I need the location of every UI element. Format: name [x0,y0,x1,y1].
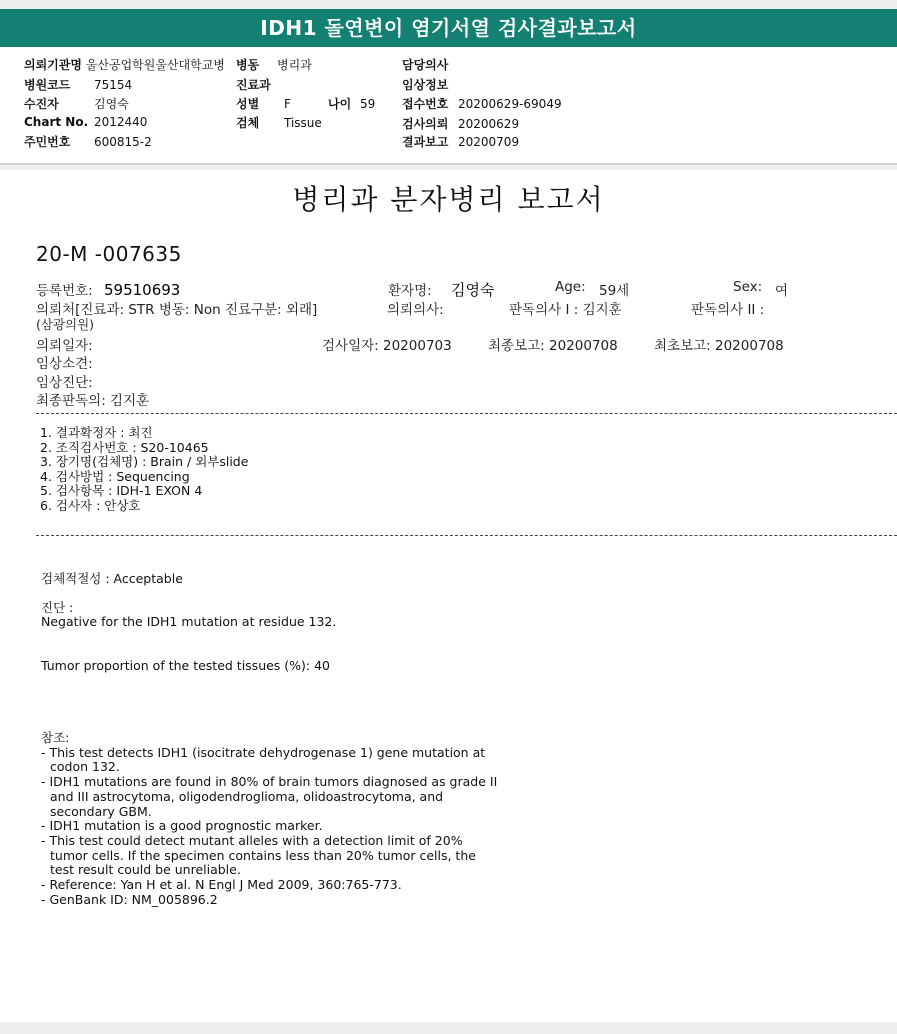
patient-field [24,95,129,112]
specimen-value: Tissue [284,116,322,130]
resident-no-field [24,133,152,150]
request-date-field [402,115,519,132]
reference-line: - IDH1 mutations are found in 80% of brain tumors diagnosed as grade II [41,774,498,790]
tumor-proportion: Tumor proportion of the tested tissues (%): 40 [41,658,331,673]
doctor-field [402,56,448,73]
referrer-doctor: 의뢰의사: [387,302,444,318]
list-item: 3. 장기명(검체명) : Brain / 외부slide [40,454,249,470]
clinical-info-label: 임상정보 [402,78,449,92]
report-date-value: 20200709 [458,135,520,149]
specimen-adequacy: 검체적절성 : Acceptable [41,571,183,586]
resident-no-value: 600815-2 [94,135,152,149]
diagnosis-text: Negative for the IDH1 mutation at residue 132. [41,614,337,629]
referrer-clinic: (삼광의원) [36,317,95,332]
clinical-info-field [402,76,448,93]
sex-field [236,95,291,112]
reference-line: - Reference: Yan H et al. N Engl J Med 2009, 360:765-773. [41,877,402,893]
divider-top [36,413,897,414]
report-header-title: IDH1 돌연변이 염기서열 검사결과보고서 [0,9,897,47]
hospital-code-label: 병원코드 [24,78,71,92]
age-field [328,95,375,112]
case-number: 20-M -007635 [36,242,182,266]
patient-info-panel [0,47,897,165]
sex-label: 성별 [236,97,260,111]
institution-label: 의뢰기관명 [24,58,82,72]
specimen-label: 검체 [236,116,260,130]
final-report-date: 최종보고: 20200708 [488,338,618,354]
final-pathologist: 최종판독의: 김지훈 [36,393,150,409]
receipt-no-label: 접수번호 [402,97,449,111]
list-item: 6. 검사자 : 안상호 [40,497,141,513]
diagnosis-label: 진단 : [41,600,74,615]
age-label: 나이 [328,97,352,111]
chart-no-value: 2012440 [94,115,148,129]
first-report-date: 최초보고: 20200708 [654,338,784,354]
pathologist-2: 판독의사 II : [691,302,765,318]
request-date-report: 의뢰일자: [36,338,93,354]
list-item: 2. 조직검사번호 : S20-10465 [40,439,209,455]
sex-value: F [284,97,291,111]
institution-value: 울산공업학원울산대학교병 [85,58,225,72]
exam-items-list [40,426,248,514]
hospital-code-field [24,76,132,93]
ward-value: 병리과 [277,58,312,72]
patient-name: 김영숙 [451,281,495,299]
clinical-findings: 임상소견: [36,356,93,372]
resident-no-label: 주민번호 [24,135,71,149]
report-date-label: 결과보고 [402,135,449,149]
reference-line: - This test detects IDH1 (isocitrate dehydrogenase 1) gene mutation at [41,744,486,760]
patient-name-label: 환자명: [388,283,432,299]
reference-line: secondary GBM. [50,803,152,819]
patient-label: 수진자 [24,97,59,111]
references-list [41,746,497,908]
chart-no-field [24,115,147,129]
receipt-no-field [402,95,562,112]
list-item: 5. 검사항목 : IDH-1 EXON 4 [40,483,203,499]
sex-value-report: 여 [775,283,789,299]
patient-value: 김영숙 [94,97,129,111]
list-item: 1. 결과확정자 : 최진 [40,425,153,440]
registration-number: 59510693 [104,281,181,299]
ward-field [236,56,312,73]
report-date-field [402,133,519,150]
clinical-diagnosis: 임상진단: [36,375,93,391]
request-date-label: 검사의뢰 [402,117,449,131]
receipt-no-value: 20200629-69049 [458,97,562,111]
pathology-report [0,170,897,1022]
list-item: 4. 검사방법 : Sequencing [40,468,190,484]
registration-label: 등록번호: [36,283,93,299]
reference-line: tumor cells. If the specimen contains less than 20% tumor cells, the [50,847,476,863]
references-label: 참조: [41,730,70,745]
sex-label-report: Sex: [733,279,763,295]
age-value: 59 [360,97,376,111]
reference-line: - This test could detect mutant alleles with a detection limit of 20% [41,832,463,848]
reference-line: test result could be unreliable. [50,862,241,878]
request-date-value: 20200629 [458,117,520,131]
department-label: 진료과 [236,78,271,92]
age-value-report: 59세 [599,283,630,299]
exam-date: 검사일자: 20200703 [322,338,452,354]
referrer-info: 의뢰처[진료과: STR 병동: Non 진료구분: 외래] [36,302,318,318]
report-title: 병리과 분자병리 보고서 [292,183,605,216]
pathologist-1: 판독의사 I : 김지훈 [509,302,622,318]
doctor-label: 담당의사 [402,58,449,72]
age-label-report: Age: [555,279,586,295]
reference-line: - GenBank ID: NM_005896.2 [41,891,218,907]
department-field [236,76,271,93]
reference-line: codon 132. [50,759,120,775]
reference-line: - IDH1 mutation is a good prognostic marker. [41,818,323,834]
ward-label: 병동 [236,58,260,72]
reference-line: and III astrocytoma, oligodendroglioma, olidoastrocytoma, and [50,788,444,804]
references [41,731,497,907]
specimen-field [236,114,322,131]
divider-bottom [36,535,897,536]
hospital-code-value: 75154 [94,78,133,92]
chart-no-label: Chart No. [24,115,89,129]
institution-field [24,56,225,73]
